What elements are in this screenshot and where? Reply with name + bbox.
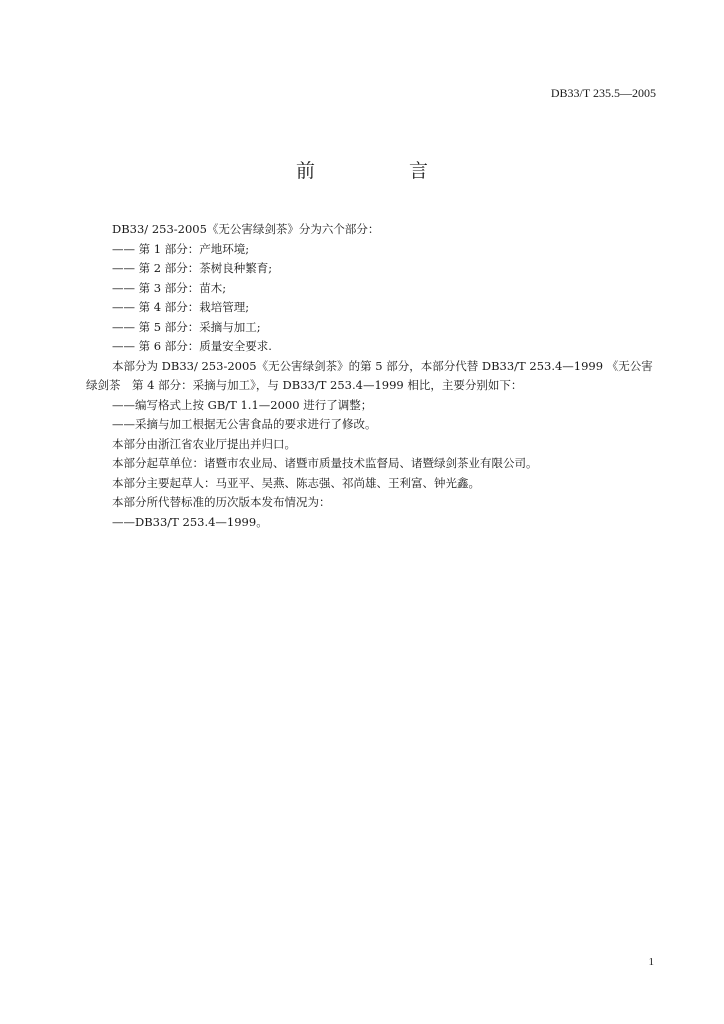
part-item-6: —— 第 6 部分：质量安全要求.: [112, 339, 272, 353]
drafting-units-paragraph: 本部分起草单位：诸暨市农业局、诸暨市质量技术监督局、诸暨绿剑茶业有限公司。: [112, 456, 538, 470]
document-body: [86, 220, 658, 532]
section-title: 前 言: [295, 160, 473, 182]
page-number: 1: [648, 956, 654, 968]
proposer-paragraph: 本部分由浙江省农业厅提出并归口。: [112, 436, 296, 451]
change-item-2: ——采摘与加工根据无公害食品的要求进行了修改。: [112, 417, 377, 431]
part-item-2: —— 第 2 部分：茶树良种繁育;: [112, 261, 273, 275]
history-intro-paragraph: 本部分所代替标准的历次版本发布情况为：: [112, 495, 331, 509]
replacement-paragraph: 本部分为 DB33/ 253-2005《无公害绿剑茶》的第 5 部分，本部分代替 DB33/T 253.4—1999 《无公害绿剑茶 第 4 部分：采摘与加工》，与 DB33/T 253.4—1999 相比，主要分别如下：: [86, 358, 653, 392]
part-item-4: —— 第 4 部分：栽培管理;: [112, 300, 250, 314]
change-item-1: ——编写格式上按 GB/T 1.1—2000 进行了调整；: [112, 397, 373, 412]
part-item-1: —— 第 1 部分：产地环境;: [112, 241, 250, 256]
intro-paragraph: DB33/ 253-2005《无公害绿剑茶》分为六个部分：: [112, 222, 380, 236]
standard-code-header: DB33/T 235.5—2005: [550, 86, 656, 100]
part-item-5: —— 第 5 部分：采摘与加工;: [112, 319, 261, 334]
drafters-paragraph: 本部分主要起草人：马亚平、吴燕、陈志强、祁尚雄、王利富、钟光鑫。: [112, 475, 480, 490]
part-item-3: —— 第 3 部分：苗木;: [112, 280, 227, 295]
history-item: ——DB33/T 253.4—1999。: [112, 514, 268, 529]
